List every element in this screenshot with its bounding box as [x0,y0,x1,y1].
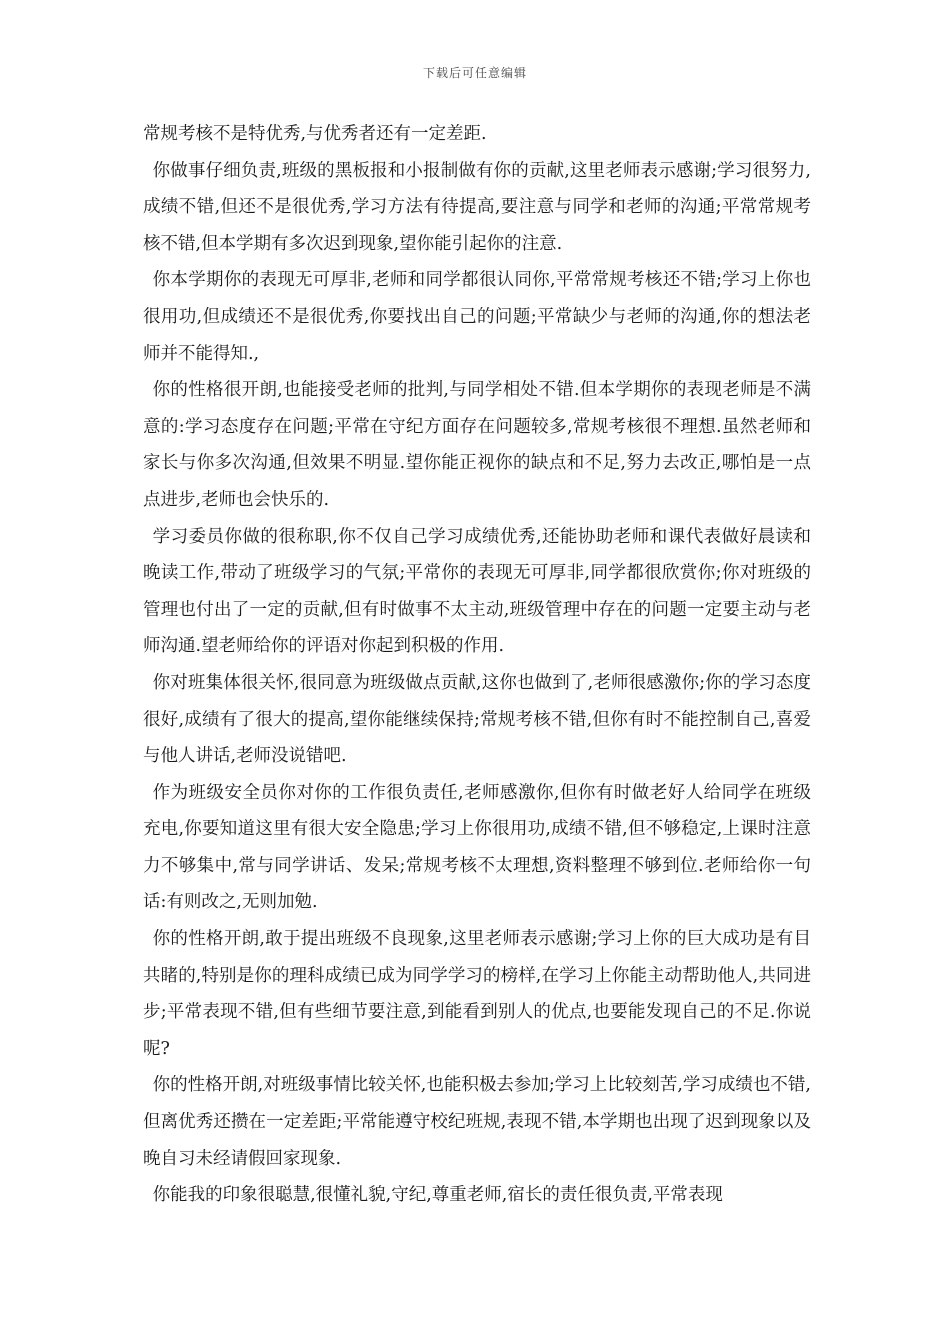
paragraph: 你的性格很开朗,也能接受老师的批判,与同学相处不错.但本学期你的表现老师是不满意的:学习态度存在问题;平常在守纪方面存在问题较多,常规考核很不理想.虽然老师和家长与你多次沟通,但效果不明显.望你能正视你的缺点和不足,努力去改正,哪怕是一点点进步,老师也会快乐的. [143,380,811,510]
paragraph: 学习委员你做的很称职,你不仅自己学习成绩优秀,还能协助老师和课代表做好晨读和晚读工作,带动了班级学习的气氛;平常你的表现无可厚非,同学都很欣赏你;你对班级的管理也付出了一定的贡献,但有时做事不太主动,班级管理中存在的问题一定要主动与老师沟通.望老师给你的评语对你起到积极的作用. [143,526,811,657]
page-header: 下载后可任意编辑 [422,66,527,80]
paragraph: 作为班级安全员你对你的工作很负责任,老师感激你,但你有时做老好人给同学在班级充电,你要知道这里有很大安全隐患;学习上你很用功,成绩不错,但不够稳定,上课时注意力不够集中,常与同学讲话、发呆;常规考核不太理想,资料整理不够到位.老师给你一句话:有则改之,无则加勉. [143,782,811,913]
paragraph: 你对班集体很关怀,很同意为班级做点贡献,这你也做到了,老师很感激你;你的学习态度很好,成绩有了很大的提高,望你能继续保持;常规考核不错,但你有时不能控制自己,喜爱与他人讲话,老师没说错吧. [143,672,811,767]
paragraph: 你本学期你的表现无可厚非,老师和同学都很认同你,平常常规考核还不错;学习上你也很用功,但成绩还不是很优秀,你要找出自己的问题;平常缺少与老师的沟通,你的想法老师并不能得知., [143,270,811,364]
paragraph: 常规考核不是特优秀,与优秀者还有一定差距. [143,124,487,144]
document-body [143,116,811,1214]
paragraph: 你能我的印象很聪慧,很懂礼貌,守纪,尊重老师,宿长的责任很负责,平常表现 [152,1185,723,1206]
paragraph: 你的性格开朗,敢于提出班级不良现象,这里老师表示感谢;学习上你的巨大成功是有目共睹的,特别是你的理科成绩已成为同学学习的榜样,在学习上你能主动帮助他人,共同进步;平常表现不错,但有些细节要注意,到能看到别人的优点,也要能发现自己的不足.你说呢? [143,929,811,1059]
paragraph: 你做事仔细负责,班级的黑板报和小报制做有你的贡献,这里老师表示感谢;学习很努力,成绩不错,但还不是很优秀,学习方法有待提高,要注意与同学和老师的沟通;平常常规考核不错,但本学期有多次迟到现象,望你能引起你的注意. [143,160,811,254]
paragraph: 你的性格开朗,对班级事情比较关怀,也能积极去参加;学习上比较刻苦,学习成绩也不错,但离优秀还攒在一定差距;平常能遵守校纪班规,表现不错,本学期也出现了迟到现象以及晚自习未经请假回家现象. [143,1075,811,1169]
